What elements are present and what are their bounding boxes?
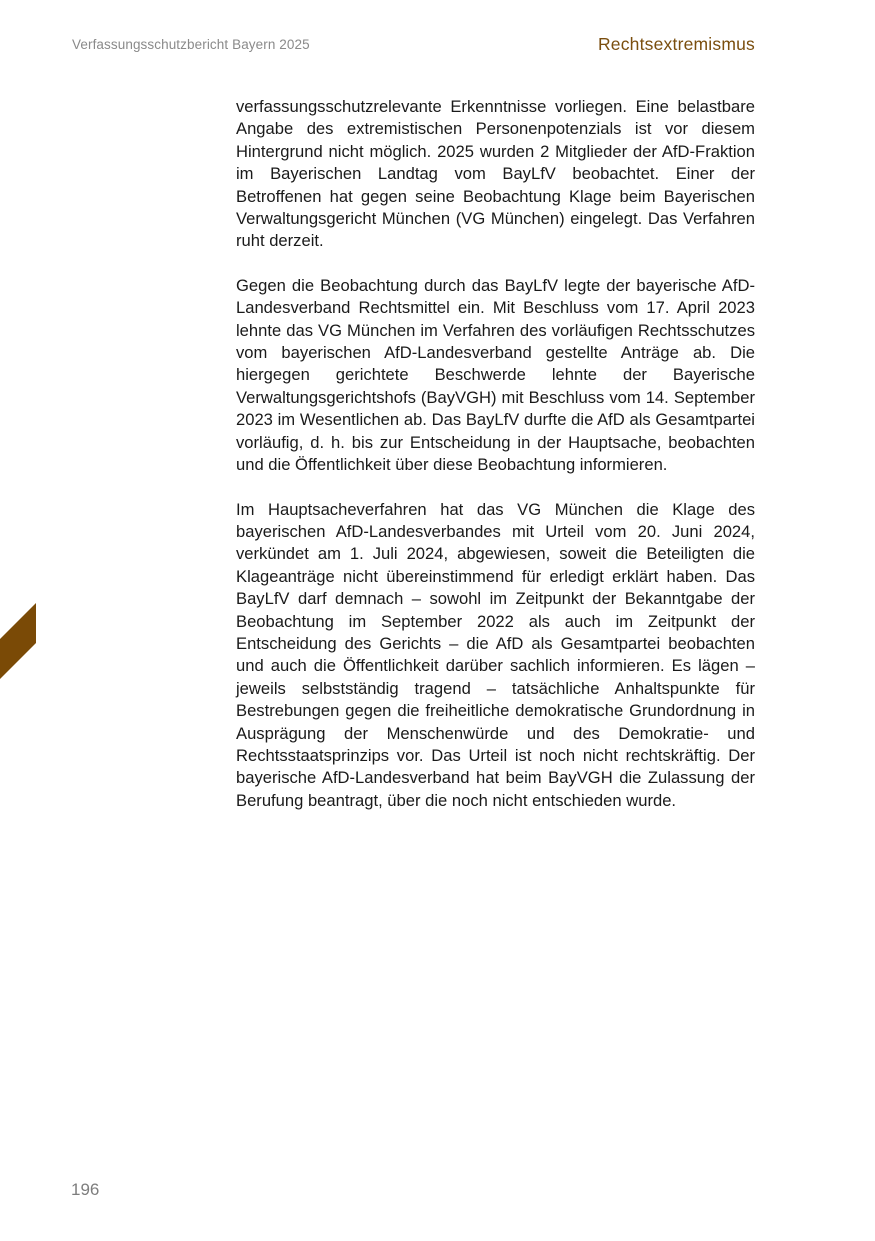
- body-text: [236, 96, 755, 834]
- page-number: 196: [71, 1180, 100, 1199]
- running-header-publication: Verfassungsschutzbericht Bayern 2025: [72, 37, 310, 52]
- paragraph-2: Gegen die Beobachtung durch das BayLfV legte der bayerische AfD-Landesverband Rechtsmittel ein. Mit Beschluss vom 17. April 2023 lehnte das VG München im Verfahren des vorläufigen Rechtsschutzes vom bayerischen AfD-Landesverband gestellte Anträge ab. Die hiergegen gerichtete Beschwerde lehnte der Bayerische Verwaltungsgerichtshofs (BayVGH) mit Beschluss vom 14. September 2023 im Wesentlichen ab. Das BayLfV durfte die AfD als Gesamtpartei vorläufig, d. h. bis zur Entscheidung in der Hauptsache, beobachten und die Öffentlichkeit über diese Beobachtung informieren.: [236, 275, 755, 475]
- paragraph-3: Im Hauptsacheverfahren hat das VG München die Klage des bayerischen AfD-Landesverbandes mit Urteil vom 20. Juni 2024, verkündet am 1. Juli 2024, abgewiesen, soweit die Beteiligten die Klageanträge nicht übereinstimmend für erledigt erklärt haben. Das BayLfV darf demnach – sowohl im Zeitpunkt der Bekanntgabe der Beobachtung im September 2022 als auch im Zeitpunkt der Entscheidung des Gerichts – die AfD als Gesamtpartei beobachten und auch die Öffentlichkeit darüber sachlich informieren. Es lägen – jeweils selbstständig tragend – tatsächliche Anhaltspunkte für Bestrebungen gegen die freiheitliche demokratische Grundordnung in Ausprägung der Menschenwürde und des Demokratie- und Rechtsstaatsprinzips vor. Das Urteil ist noch nicht rechtskräftig. Der bayerische AfD-Landesverband hat beim BayVGH die Zulassung der Berufung beantragt, über die noch nicht entschieden wurde.: [236, 499, 755, 810]
- section-marker-shape: [0, 603, 36, 679]
- paragraph-1: verfassungsschutzrelevante Erkenntnisse vorliegen. Eine belastbare Angabe des extremistischen Personenpotenzials ist vor diesem Hintergrund nicht möglich. 2025 wurden 2 Mitglieder der AfD-Fraktion im Bayerischen Landtag vom BayLfV beobachtet. Einer der Betroffenen hat gegen seine Beobachtung Klage beim Bayerischen Verwaltungsgericht München (VG München) eingelegt. Das Verfahren ruht derzeit.: [236, 97, 755, 251]
- section-marker-tab: [0, 603, 36, 679]
- running-header-section: Rechtsextremismus: [597, 34, 755, 54]
